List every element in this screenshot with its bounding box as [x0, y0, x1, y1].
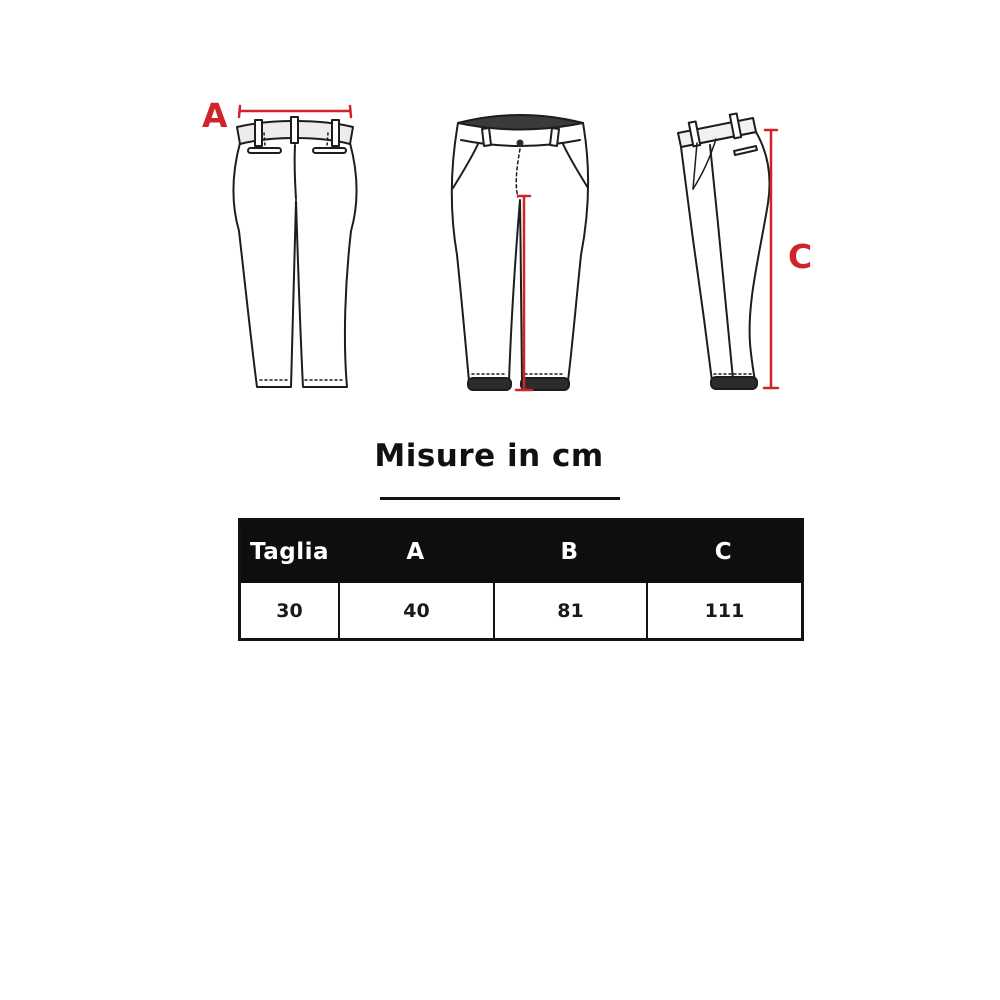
cell-c-value: 111: [646, 583, 801, 638]
title-underline: [380, 497, 620, 500]
header-cell-c: C: [714, 539, 733, 565]
page-title: Misure in cm: [374, 438, 604, 474]
header-cell-taglia: Taglia: [250, 539, 329, 565]
size-table: [238, 518, 804, 641]
measurement-label-c: C: [788, 237, 813, 276]
table-row: [241, 583, 801, 638]
measurement-arrow-a: [239, 106, 351, 117]
header-cell-a: A: [406, 539, 425, 565]
cell-a-value: 40: [338, 583, 493, 638]
cell-taglia-value: 30: [276, 599, 303, 622]
size-table-header: [241, 521, 801, 583]
measurement-label-a: A: [202, 96, 228, 135]
pants-side-view-drawing: [660, 103, 815, 398]
header-cell-b: B: [560, 539, 579, 565]
cell-b-value: 81: [493, 583, 646, 638]
pants-front-view-drawing: [445, 103, 600, 398]
pants-back-view-drawing: [225, 103, 365, 398]
